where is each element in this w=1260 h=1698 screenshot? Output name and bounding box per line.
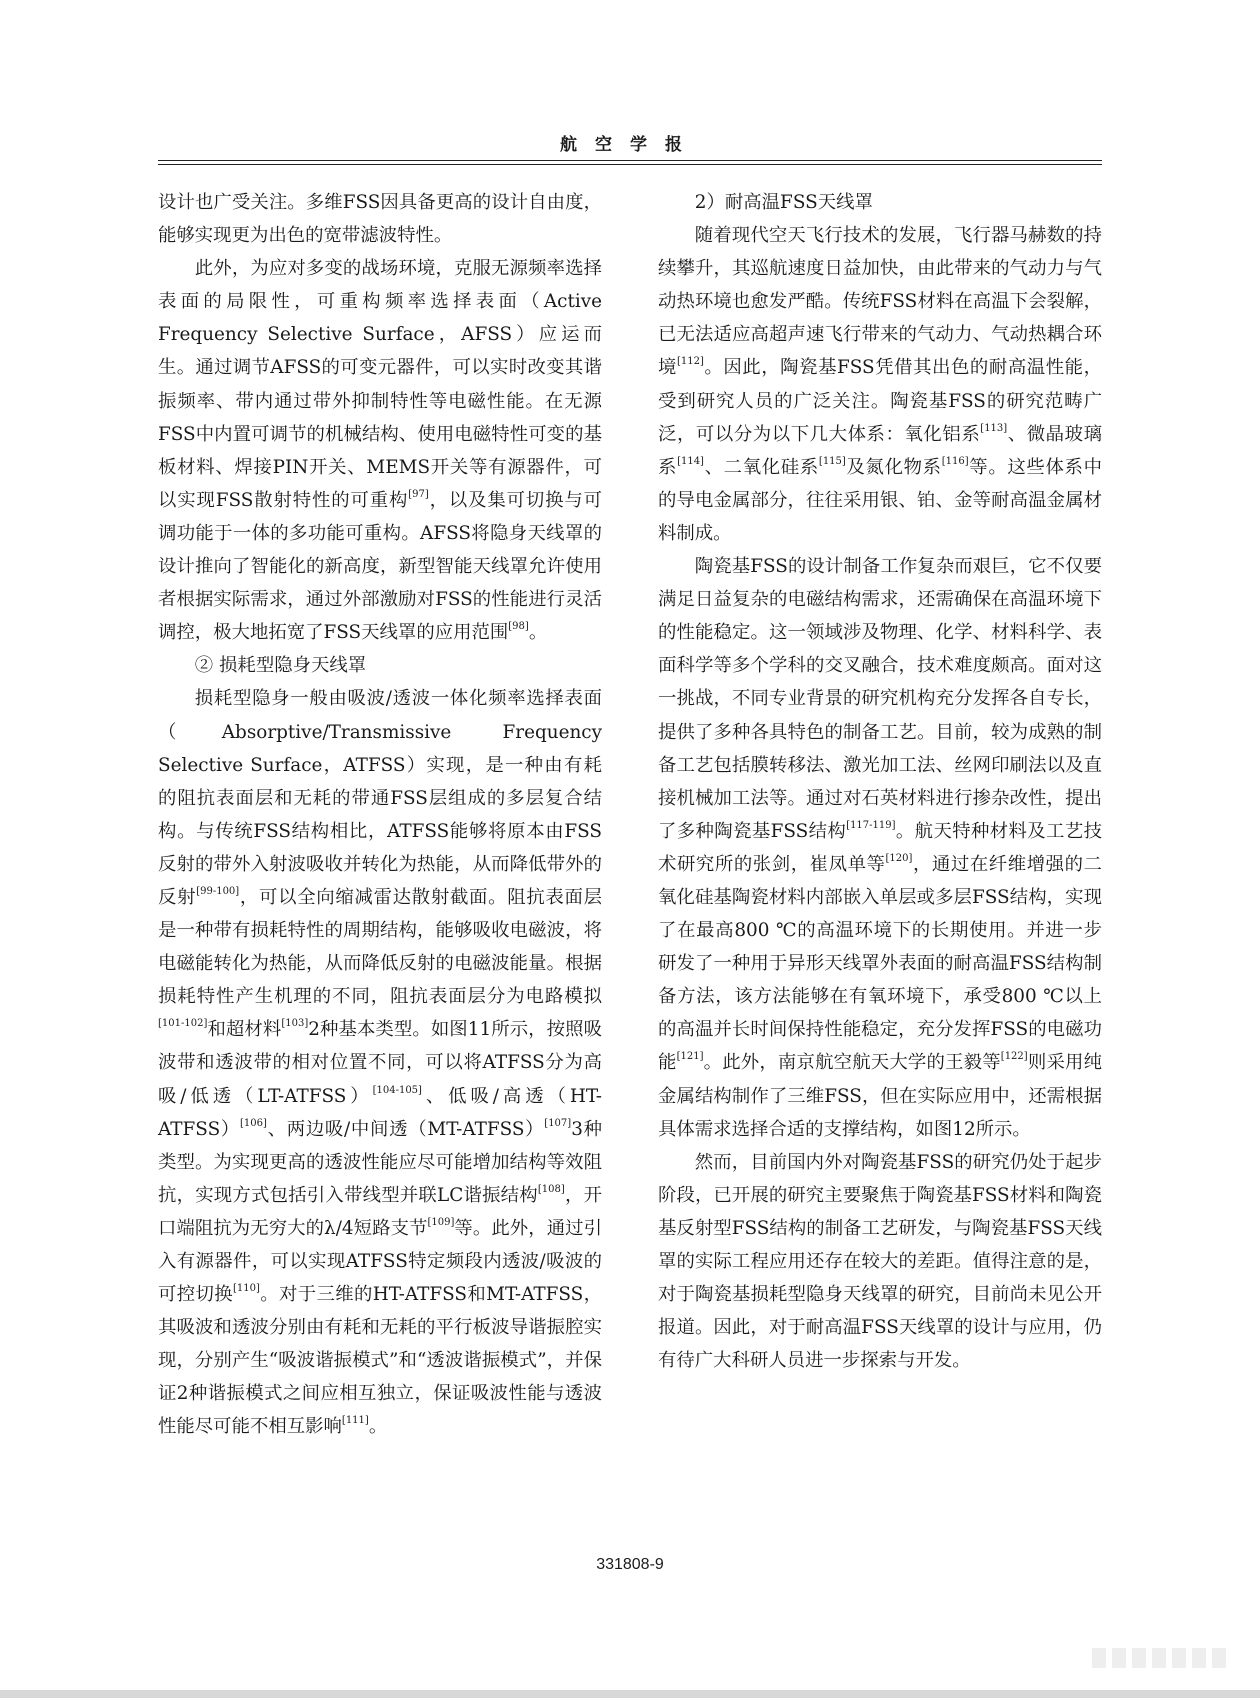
- citation: [116]: [941, 455, 969, 467]
- paragraph: 设计也广受关注。多维FSS因具备更高的设计自由度，能够实现更为出色的宽带滤波特性。: [158, 192, 602, 247]
- citation: [121]: [676, 1051, 704, 1063]
- text-run: 。此外，南京航空航天大学的王毅等: [703, 1052, 1001, 1074]
- citation: [110]: [232, 1283, 260, 1295]
- citation: [122]: [1000, 1051, 1028, 1063]
- paragraph: [158, 682, 602, 1443]
- text-run: 。对于三维的HT-ATFSS和MT-ATFSS，其吸波和透波分别由有耗和无耗的平行板波导谐振腔实现，分别产生“吸波谐振模式”和“透波谐振模式”，并保证2种谐振模式之间应相互独立，保证吸波性能与透波性能尽可能不相互影响: [158, 1284, 602, 1438]
- text-run: 损耗型隐身一般由吸波/透波一体化频率选择表面（Absorptive/Transmissive Frequency Selective Surface，ATFSS）实现，是一种由有耗的阻抗表面层和无耗的带通FSS层组成的多层复合结构。与传统FSS结构相比，ATFSS能够将原本由FSS反射的带外入射波吸收并转化为热能，从而降低带外的反射: [158, 688, 602, 908]
- citation: [106]: [240, 1117, 267, 1129]
- text-run: 。因此，陶瓷基FSS凭借其出色的耐高温性能，受到研究人员的广泛关注。陶瓷基FSS的研究范畴广泛，可以分为以下几大体系：氧化铝系: [658, 357, 1102, 445]
- citation: [117-119]: [846, 819, 896, 831]
- text-run: 、微晶玻璃系: [658, 423, 1102, 478]
- journal-title: 航空学报: [560, 135, 700, 155]
- text-run: ，可以全向缩减雷达散射截面。阻抗表面层是一种带有损耗特性的周期结构，能够吸收电磁波，将电磁能转化为热能，从而降低反射的电磁波能量。根据损耗特性产生机理的不同，阻抗表面层分为电路模拟: [158, 886, 602, 1008]
- citation: [109]: [427, 1216, 455, 1228]
- text-run: 及氮化物系: [845, 456, 942, 478]
- text-run: ，以及集可切换与可调功能于一体的多功能可重构。AFSS将隐身天线罩的设计推向了智能化的新高度，新型智能天线罩允许使用者根据实际需求，通过外部激励对FSS的性能进行灵活调控，极大地拓宽了FSS天线罩的应用范围: [158, 489, 602, 644]
- citation: [99-100]: [196, 885, 240, 897]
- citation: [120]: [885, 852, 913, 864]
- text-run: 。航天特种材料及工艺技术研究所的张剑，崔凤单等: [658, 820, 1102, 875]
- citation: [108]: [537, 1183, 565, 1195]
- citation: [104-105]: [372, 1084, 422, 1096]
- citation: [98]: [508, 621, 529, 633]
- text-run: 和超材料: [207, 1019, 282, 1041]
- text-run: 等。此外，通过引入有源器件，可以实现ATFSS特定频段内透波/吸波的可控切换: [158, 1217, 602, 1306]
- text-run: 随着现代空天飞行技术的发展，飞行器马赫数的持续攀升，其巡航速度日益加快，由此带来的气动力与气动热环境也愈发严酷。传统FSS材料在高温下会裂解，已无法适应高超声速飞行带来的气动力、气动热耦合环境: [658, 225, 1102, 379]
- paragraph: 然而，目前国内外对陶瓷基FSS的研究仍处于起步阶段，已开展的研究主要聚焦于陶瓷基FSS材料和陶瓷基反射型FSS结构的制备工艺研发，与陶瓷基FSS天线罩的实际工程应用还存在较大的差距。值得注意的是，对于陶瓷基损耗型隐身天线罩的研究，目前尚未见公开报道。因此，对于耐高温FSS天线罩的设计与应用，仍有待广大科研人员进一步探索与开发。: [658, 1151, 1102, 1372]
- header-rule-thick: [158, 160, 1102, 161]
- citation: [115]: [818, 455, 846, 467]
- text-run: 陶瓷基FSS的设计制备工作复杂而艰巨，它不仅要满足日益复杂的电磁结构需求，还需确保在高温环境下的性能稳定。这一领域涉及物理、化学、材料科学、表面科学等多个学科的交叉融合，技术难度颇高。面对这一挑战，不同专业背景的研究机构充分发挥各自专长，提供了多种各具特色的制备工艺。目前，较为成熟的制备工艺包括膜转移法、激光加工法、丝网印刷法以及直接机械加工法等。通过对石英材料进行掺杂改性，提出了多种陶瓷基FSS结构: [658, 556, 1102, 842]
- page-number: 331808-9: [596, 1556, 664, 1573]
- left-column: [158, 186, 602, 1444]
- citation: [97]: [408, 488, 429, 500]
- bottom-scroll-strip: [0, 1690, 1260, 1698]
- header-rule-thin: [158, 164, 1102, 165]
- text-run: 。: [528, 622, 548, 644]
- text-run: 则采用纯金属结构制作了三维FSS，但在实际应用中，还需根据具体需求选择合适的支撑结构，如图12所示。: [658, 1052, 1102, 1140]
- text-run: 3种类型。为实现更高的透波性能应尽可能增加结构等效阻抗，实现方式包括引入带线型并联LC谐振结构: [158, 1118, 602, 1206]
- paragraph: [658, 219, 1102, 550]
- paragraph: [658, 550, 1102, 1146]
- citation: [101-102]: [158, 1018, 208, 1030]
- text-run: 等。这些体系中的导电金属部分，往往采用银、铂、金等耐高温金属材料制成。: [658, 456, 1102, 544]
- citation: [111]: [341, 1415, 369, 1427]
- citation: [113]: [980, 422, 1008, 434]
- citation: [114]: [677, 455, 704, 467]
- paragraph: [158, 252, 602, 649]
- text-run: 此外，为应对多变的战场环境，克服无源频率选择表面的局限性，可重构频率选择表面（Active Frequency Selective Surface，AFSS）应运而生。通过调节AFSS的可变元器件，可以实时改变其谐振频率、带内通过带外抑制特性等电磁性能。在无源FSS中内置可调节的机械结构、使用电磁特性可变的基板材料、焊接PIN开关、MEMS开关等有源器件，可以实现FSS散射特性的可重构: [158, 258, 602, 511]
- text-run: 、两边吸/中间透（MT-ATFSS）: [266, 1118, 545, 1140]
- section-heading: ② 损耗型隐身天线罩: [194, 655, 367, 677]
- right-column: [658, 186, 1102, 1377]
- text-run: 、二氧化硅系: [703, 456, 819, 478]
- text-run: 。: [368, 1416, 388, 1438]
- citation: [103]: [281, 1018, 309, 1030]
- text-run: 、低吸/高透（HT-ATFSS）: [158, 1085, 602, 1140]
- citation: [107]: [544, 1117, 572, 1129]
- watermark: [1092, 1648, 1232, 1668]
- section-heading: 2）耐高温FSS天线罩: [694, 192, 873, 213]
- text-run: 2种基本类型。如图11所示，按照吸波带和透波带的相对位置不同，可以将ATFSS分为高吸/低透（LT-ATFSS）: [158, 1019, 602, 1107]
- text-run: ，通过在纤维增强的二氧化硅基陶瓷材料内部嵌入单层或多层FSS结构，实现了在最高800 ℃的高温环境下的长期使用。并进一步研发了一种用于异形天线罩外表面的耐高温FSS结构制备方法，该方法能够在有氧环境下，承受800 ℃以上的高温并长时间保持性能稳定，充分发挥FSS的电磁功能: [658, 853, 1102, 1074]
- citation: [112]: [676, 356, 704, 368]
- text-run: ，开口端阻抗为无穷大的λ/4短路支节: [158, 1184, 602, 1239]
